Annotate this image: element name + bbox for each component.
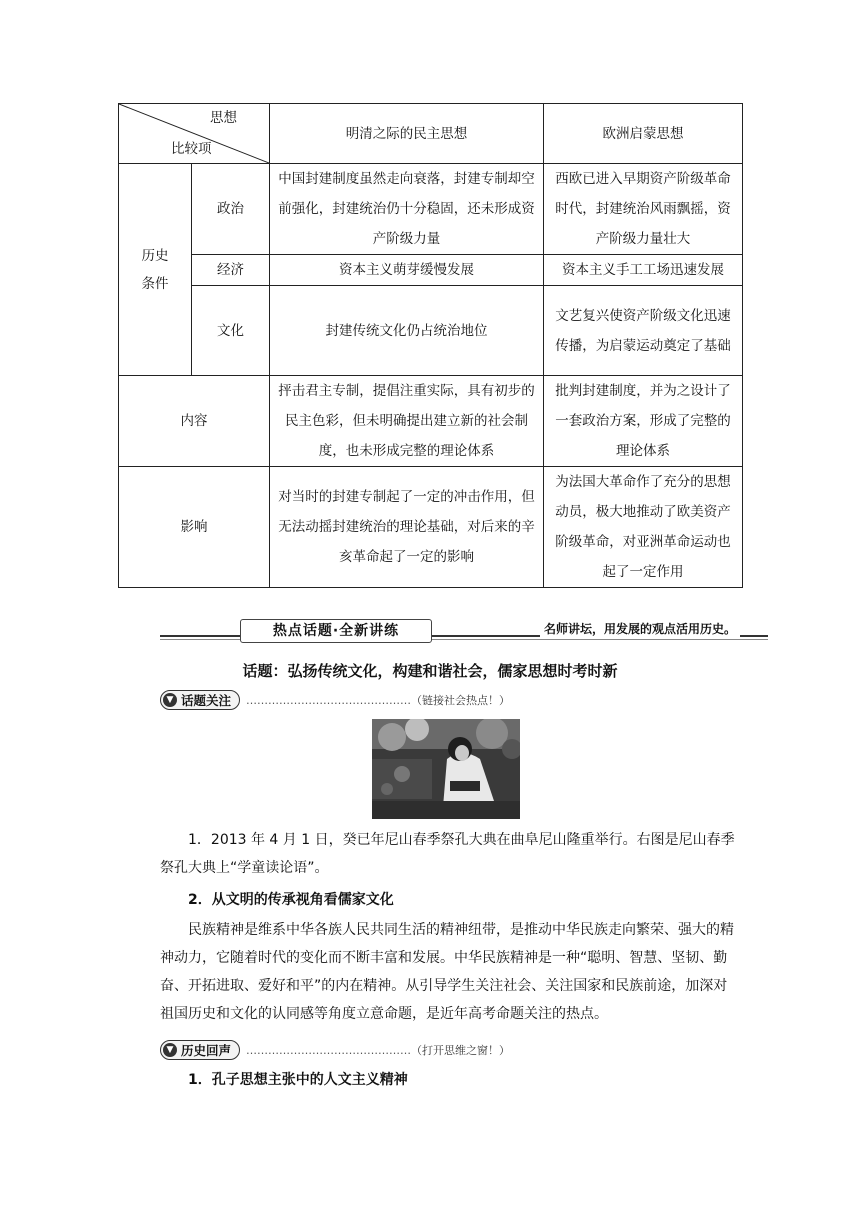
dotted-leader: ……………………………………… (246, 1043, 412, 1057)
table-row (119, 467, 743, 588)
banner-slogan: 名师讲坛，用发展的观点活用历史。 (540, 620, 740, 637)
history-echo-row (160, 1040, 510, 1060)
row-label: 文化 (192, 286, 270, 376)
paragraph-1: 1．2013 年 4 月 1 日，癸已年尼山春季祭孔大典在曲阜尼山隆重举行。右图是尼山春季祭孔大典上“学童读论语”。 (160, 832, 735, 876)
dotted-leader: ……………………………………… (246, 693, 412, 707)
diagonal-bottom-label: 比较项 (171, 141, 212, 157)
subheading-confucius: 1．孔子思想主张中的人文主义精神 (188, 1072, 408, 1088)
table-row (119, 255, 743, 286)
row-label: 内容 (119, 376, 270, 467)
comparison-table (118, 103, 743, 588)
table-row (119, 376, 743, 467)
table-cell: 批判封建制度，并为之设计了一套政治方案，形成了完整的理论体系 (544, 376, 743, 467)
table-row (119, 164, 743, 255)
paragraph-3: 民族精神是维系中华各族人民共同生活的精神纽带，是推动中华民族走向繁荣、强大的精神动力，它随着时代的变化而不断丰富和发展。中华民族精神是一种“聪明、智慧、坚韧、勤奋、开拓进取、爱好和平”的内在精神。从引导学生关注社会、关注国家和民族前途，加深对祖国历史和文化的认同感等角度立意命题，是近年高考命题关注的热点。 (160, 922, 734, 1022)
table-row (119, 286, 743, 376)
photo-image (372, 719, 520, 819)
topic-title: 话题：弘扬传统文化，构建和谐社会，儒家思想时考时新 (242, 662, 618, 680)
row-label: 影响 (119, 467, 270, 588)
table-cell: 资本主义手工工场迅速发展 (544, 255, 743, 286)
table-cell: 对当时的封建专制起了一定的冲击作用，但无法动摇封建统治的理论基础，对后来的辛亥革命起了一定的影响 (270, 467, 544, 588)
arrow-down-icon: ▼ (163, 1043, 177, 1057)
diagonal-top-label: 思想 (210, 110, 237, 126)
section-banner (160, 616, 768, 646)
column-header-enlightenment: 欧洲启蒙思想 (544, 104, 743, 164)
table-cell: 西欧已进入早期资产阶级革命时代，封建统治风雨飘摇，资产阶级力量壮大 (544, 164, 743, 255)
table-cell: 为法国大革命作了充分的思想动员，极大地推动了欧美资产阶级革命，对亚洲革命运动也起了一定作用 (544, 467, 743, 588)
history-echo-badge: ▼ 历史回声 (160, 1040, 240, 1060)
subheading-2: 2．从文明的传承视角看儒家文化 (188, 892, 394, 908)
table-header-row (119, 104, 743, 164)
history-conditions-label: 历史 条件 (119, 164, 192, 376)
diagonal-header-cell (119, 104, 270, 164)
table-cell: 文艺复兴使资产阶级文化迅速传播，为启蒙运动奠定了基础 (544, 286, 743, 376)
focus-hint: （链接社会热点！） (411, 694, 511, 707)
echo-hint: （打开思维之窗！） (411, 1044, 511, 1057)
table-cell: 抨击君主专制，提倡注重实际，具有初步的民主色彩，但未明确提出建立新的社会制度，也未形成完整的理论体系 (270, 376, 544, 467)
table-cell: 封建传统文化仍占统治地位 (270, 286, 544, 376)
topic-focus-badge: ▼ 话题关注 (160, 690, 240, 710)
column-header-ming-qing: 明清之际的民主思想 (270, 104, 544, 164)
students-reading-photo (372, 719, 520, 819)
banner-tag: 热点话题·全新讲练 (240, 619, 432, 643)
topic-focus-row (160, 690, 510, 710)
row-label: 经济 (192, 255, 270, 286)
arrow-down-icon: ▼ (163, 693, 177, 707)
row-label: 政治 (192, 164, 270, 255)
table-cell: 资本主义萌芽缓慢发展 (270, 255, 544, 286)
table-cell: 中国封建制度虽然走向衰落，封建专制却空前强化，封建统治仍十分稳固，还未形成资产阶级力量 (270, 164, 544, 255)
